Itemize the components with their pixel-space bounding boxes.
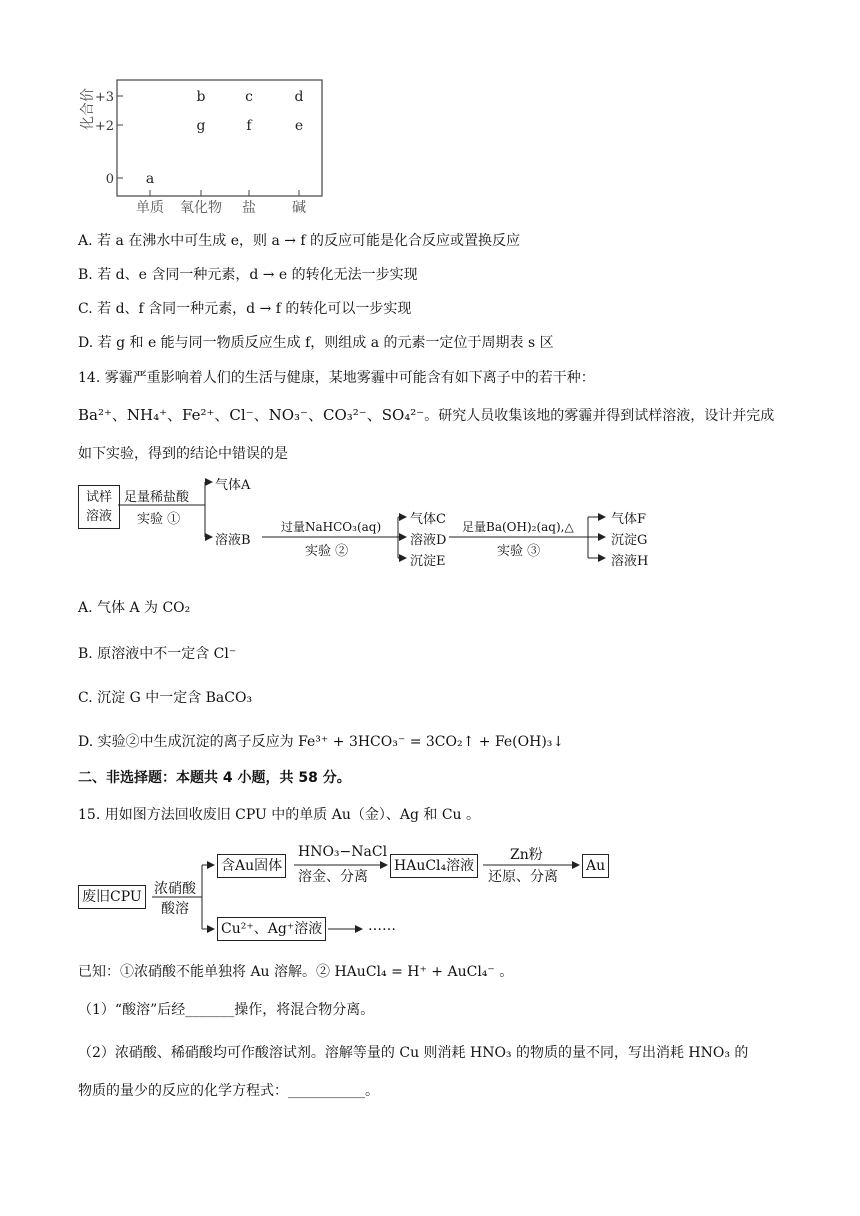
q13-option-b: B. 若 d、e 含同一种元素，d → e 的转化无法一步实现 [78, 267, 418, 283]
chart-point-g: g [196, 118, 206, 134]
q14-ions-line [78, 405, 774, 426]
sample-line1: 试样 [85, 490, 112, 505]
q15-part2-line2: 物质的量少的反应的化学方程式：___________。 [78, 1083, 379, 1099]
q15-flow-arrows [0, 840, 860, 950]
ytick-label: 0 [105, 172, 114, 187]
q13-option-d: D. 若 g 和 e 能与同一物质反应生成 f，则组成 a 的元素一定位于周期表 s 区 [78, 335, 554, 351]
solution-d: 溶液D [410, 533, 447, 548]
xtick-label: 盐 [242, 200, 256, 215]
q14-option-a: A. 气体 A 为 CO₂ [78, 600, 191, 616]
q15-part2-line1: （2）浓硝酸、稀硝酸均可作酸溶试剂。溶解等量的 Cu 则消耗 HNO₃ 的物质的量不同，写出消耗 HNO₃ 的 [78, 1045, 749, 1061]
solution-h: 溶液H [611, 554, 649, 569]
chart-ylabel: 化合价 [80, 88, 96, 130]
acid-reagent: 浓硝酸 [154, 881, 196, 897]
step2-reagent: 过量NaHCO₃(aq) [281, 520, 382, 534]
reagent1-step: 溶金、分离 [298, 869, 368, 885]
q13-option-c: C. 若 d、f 含同一种元素，d → f 的转化可以一步实现 [78, 301, 412, 317]
step1-reagent: 足量稀盐酸 [124, 490, 190, 505]
q14-option-d: D. 实验②中生成沉淀的离子反应为 Fe³⁺ + 3HCO₃⁻ = 3CO₂↑ + Fe(OH)₃↓ [78, 734, 565, 750]
q15-known: 已知：①浓硝酸不能单独将 Au 溶解。② HAuCl₄ = H⁺ + AuCl₄⁻ 。 [78, 964, 514, 980]
xtick-label: 氧化物 [180, 200, 222, 215]
cu-ag-box: Cu²⁺、Ag⁺溶液 [217, 917, 326, 941]
chart-point-a: a [145, 171, 155, 187]
ytick-label: +2 [94, 119, 114, 134]
q14-ions-tail: 。研究人员收集该地的雾霾并得到试样溶液，设计并完成 [424, 408, 775, 424]
step3-reagent: 足量Ba(OH)₂(aq),△ [462, 520, 574, 534]
chart-point-b: b [196, 89, 206, 105]
q14-stem2: 如下实验，得到的结论中错误的是 [78, 446, 288, 462]
chart-point-f: f [246, 118, 252, 134]
q14-ions: Ba²⁺、NH₄⁺、Fe²⁺、Cl⁻、NO₃⁻、CO₃²⁻、SO₄²⁻ [78, 406, 425, 424]
cpu-box: 废旧CPU [78, 885, 146, 909]
au-box: Au [582, 854, 609, 878]
xtick-label: 单质 [136, 200, 164, 215]
step1-label: 实验 ① [137, 512, 181, 527]
precipitate-g: 沉淀G [611, 533, 648, 548]
au-solid-box: 含Au固体 [217, 854, 286, 878]
q14-option-c: C. 沉淀 G 中一定含 BaCO₃ [78, 690, 253, 706]
valence-chart [70, 70, 340, 215]
q15-part1: （1）“酸溶”后经_______操作，将混合物分离。 [78, 1002, 375, 1018]
haucl4-box: HAuCl₄溶液 [390, 854, 478, 878]
q13-option-a: A. 若 a 在沸水中可生成 e，则 a → f 的反应可能是化合反应或置换反应 [78, 233, 521, 249]
q14-stem: 14. 雾霾严重影响着人们的生活与健康，某地雾霾中可能含有如下离子中的若干种： [78, 370, 595, 386]
section-title: 二、非选择题：本题共 4 小题，共 58 分。 [78, 770, 351, 786]
acid-step: 酸溶 [161, 901, 189, 917]
gas-f: 气体F [611, 512, 647, 527]
chart-point-c: c [245, 89, 253, 105]
gas-c: 气体C [410, 512, 446, 527]
chart-point-d: d [294, 89, 304, 105]
ytick-label: +3 [94, 90, 114, 105]
q14-option-b: B. 原溶液中不一定含 Cl⁻ [78, 646, 237, 662]
sample-line2: 溶液 [85, 509, 112, 524]
step2-label: 实验 ② [305, 544, 349, 559]
precipitate-e: 沉淀E [410, 554, 446, 569]
reagent1: HNO₃−NaCl [298, 844, 388, 860]
xtick-label: 碱 [292, 200, 306, 215]
gas-a: 气体A [215, 478, 251, 493]
continuation-dots: …… [368, 918, 396, 934]
q15-stem: 15. 用如图方法回收废旧 CPU 中的单质 Au（金）、Ag 和 Cu 。 [78, 807, 481, 823]
reagent2-step: 还原、分离 [488, 869, 558, 885]
step3-label: 实验 ③ [497, 544, 541, 559]
solution-b: 溶液B [215, 533, 251, 548]
reagent2: Zn粉 [510, 847, 543, 863]
chart-point-e: e [294, 118, 304, 134]
